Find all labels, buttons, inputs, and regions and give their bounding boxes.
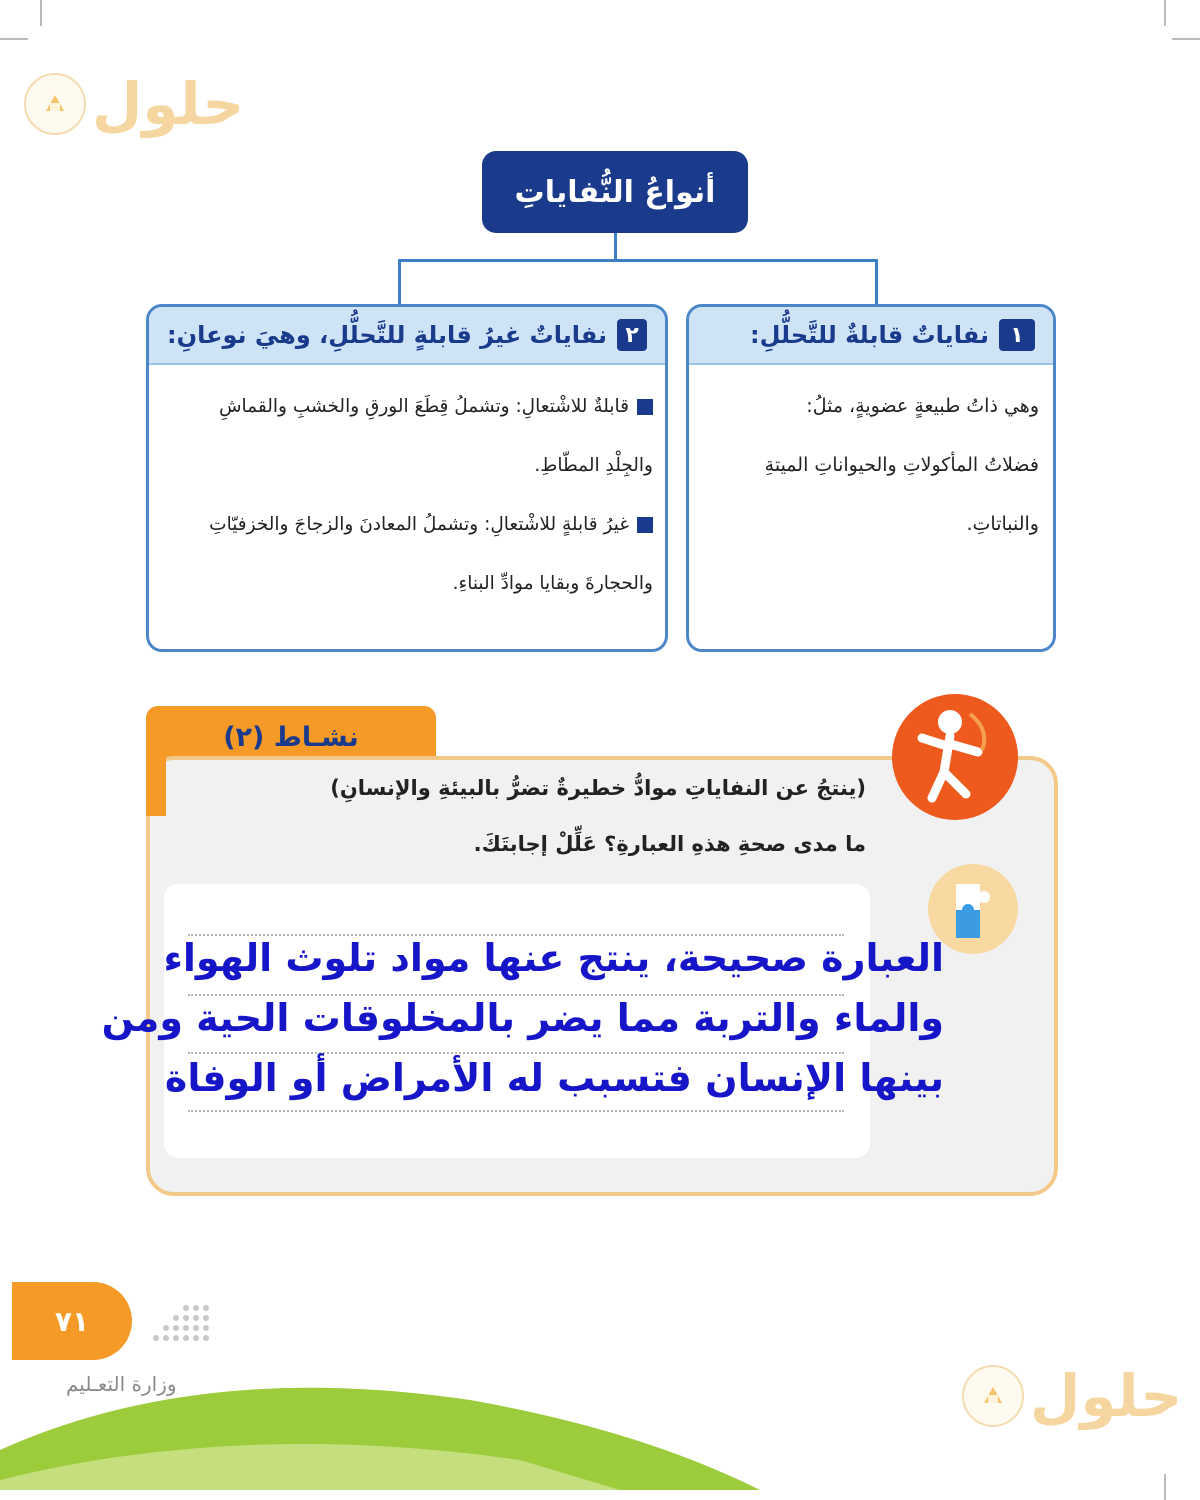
list-item — [165, 377, 653, 436]
category-header — [689, 307, 1053, 365]
category-body — [149, 365, 665, 625]
footer-green-swoosh — [0, 1340, 900, 1500]
answer-line — [188, 1110, 844, 1112]
watermark-text: حلول — [92, 70, 245, 138]
ministry-name: وزارة التعـليم — [66, 1372, 177, 1396]
category-title: نفاياتٌ قابلةٌ للتَّحلُّلِ: — [750, 321, 989, 349]
category-line: وهي ذاتُ طبيعةٍ عضويةٍ، مثلُ: — [806, 395, 1039, 417]
crop-mark — [1172, 38, 1200, 40]
answer-text-line: بينها الإنسان فتسبب له الأمراض أو الوفاة — [164, 1056, 944, 1100]
ministry-dots-logo — [126, 1302, 216, 1348]
list-item-continuation: والحجارةَ وبقايا موادِّ البناءِ. — [452, 573, 653, 594]
connector-line — [398, 259, 401, 305]
category-title: نفاياتٌ غيرُ قابلةٍ للتَّحلُّلِ، وهيَ نوعانِ: — [167, 321, 608, 349]
connector-line — [875, 259, 878, 305]
crop-mark — [1164, 1474, 1166, 1500]
list-item-text: غيرُ قابلةٍ للاشْتعالِ: وتشملُ المعادنَ والزجاجَ والخزفيّاتِ — [209, 514, 629, 535]
category-number: ١ — [999, 319, 1035, 351]
category-line: فضلاتُ المأكولاتِ والحيواناتِ الميتةِ — [764, 454, 1039, 476]
category-header — [149, 307, 665, 365]
category-line: والنباتاتِ. — [966, 513, 1039, 535]
answer-text-line: العبارة صحيحة، ينتج عنها مواد تلوث الهواء — [163, 936, 944, 980]
activity-figure-icon — [892, 694, 1018, 820]
watermark-text: حلول — [1030, 1362, 1183, 1430]
page-title: أنواعُ النُّفاياتِ — [482, 151, 748, 233]
list-item-text: قابلةٌ للاشْتعالِ: وتشملُ قِطَعَ الورقِ والخشبِ والقماشِ — [218, 396, 629, 417]
activity-statement: (ينتجُ عن النفاياتِ موادُّ خطيرةٌ تضرُّ بالبيئةِ والإنسانِ) — [330, 776, 866, 800]
activity-accent — [146, 756, 166, 816]
answer-line — [188, 1052, 844, 1054]
category-box-non-degradable — [146, 304, 668, 652]
watermark-logo — [24, 70, 244, 138]
activity-question: ما مدى صحةِ هذهِ العبارةِ؟ عَلِّلْ إجابتَكَ. — [473, 832, 866, 856]
bullet-square-icon — [637, 399, 653, 415]
crop-mark — [40, 0, 42, 26]
category-box-degradable — [686, 304, 1056, 652]
book-icon — [24, 73, 86, 135]
connector-line — [614, 233, 617, 261]
crop-mark — [1164, 0, 1166, 26]
category-number: ٢ — [617, 319, 647, 351]
page-number: ٧١ — [12, 1282, 132, 1360]
bullet-square-icon — [637, 517, 653, 533]
category-body — [689, 365, 1053, 566]
book-icon — [962, 1365, 1024, 1427]
list-item-continuation: والجِلْدِ المطّاطِ. — [534, 455, 653, 476]
crop-mark — [0, 38, 28, 40]
watermark-logo — [962, 1362, 1182, 1430]
activity-tab: نشـاط (٢) — [146, 706, 436, 768]
connector-line — [398, 259, 878, 262]
list-item — [165, 495, 653, 554]
answer-text-line: والماء والتربة مما يضر بالمخلوقات الحية ومن — [101, 996, 944, 1040]
